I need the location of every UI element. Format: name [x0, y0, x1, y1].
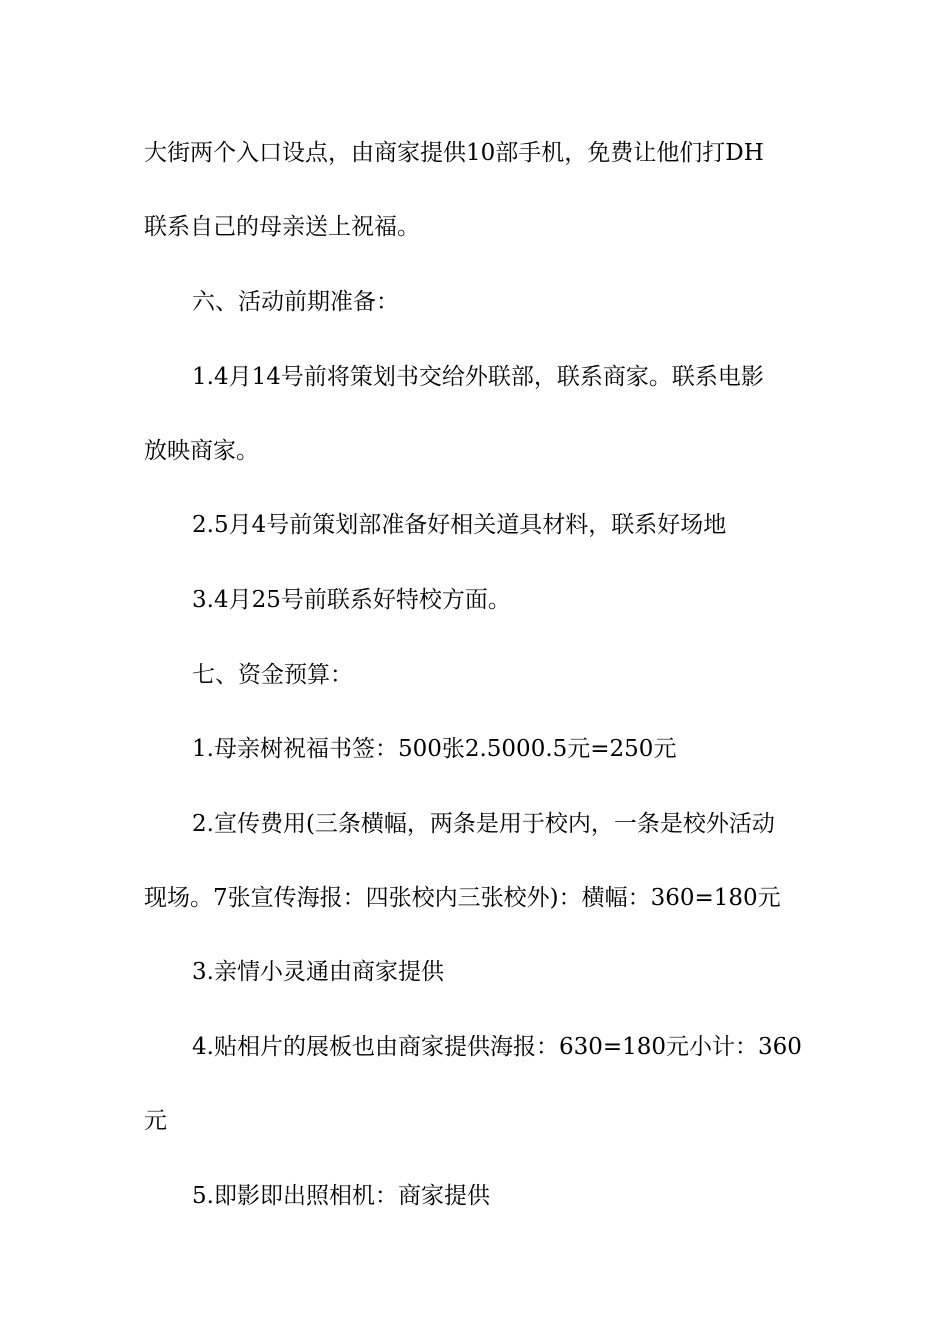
paragraph-line: 大街两个入口设点，由商家提供10部手机，免费让他们打DH	[144, 140, 764, 166]
paragraph-line: 放映商家。	[144, 438, 259, 464]
paragraph-line: 元	[144, 1108, 167, 1134]
paragraph-line: 现场。7张宣传海报：四张校内三张校外)：横幅：360=180元	[144, 885, 781, 911]
paragraph-line: 联系自己的母亲送上祝福。	[144, 214, 420, 240]
section-heading: 六、活动前期准备：	[192, 289, 399, 315]
list-item: 1.4月14号前将策划书交给外联部，联系商家。联系电影	[192, 364, 764, 390]
list-item: 3.4月25号前联系好特校方面。	[192, 587, 511, 613]
list-item: 2.宣传费用(三条横幅，两条是用于校内，一条是校外活动	[192, 811, 775, 837]
list-item: 3.亲情小灵通由商家提供	[192, 959, 444, 985]
section-heading: 七、资金预算：	[192, 662, 353, 688]
list-item: 2.5月4号前策划部准备好相关道具材料，联系好场地	[192, 512, 727, 538]
list-item: 4.贴相片的展板也由商家提供海报：630=180元小计：360	[192, 1034, 802, 1060]
list-item: 1.母亲树祝福书签：500张2.5000.5元=250元	[192, 736, 677, 762]
list-item: 5.即影即出照相机：商家提供	[192, 1183, 490, 1209]
